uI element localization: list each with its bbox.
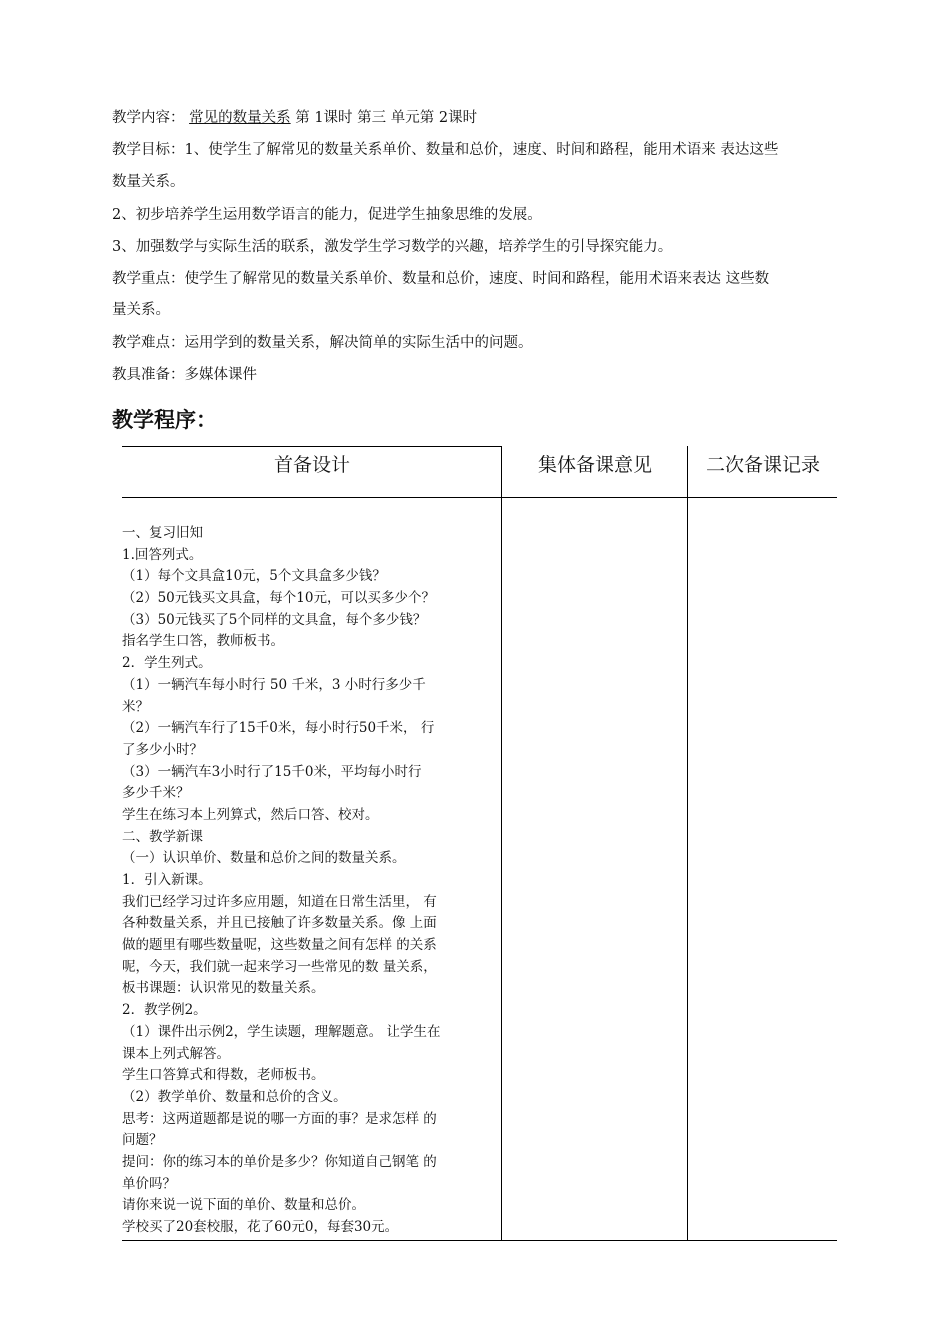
content-line: 单价吗？ (122, 1175, 176, 1192)
content-line: （2）教学单价、数量和总价的含义。 (122, 1088, 347, 1105)
lesson-content (112, 108, 477, 128)
content-line: 二、教学新课 (122, 828, 203, 845)
teaching-goal-3: 3、加强数学与实际生活的联系，激发学生学习数学的兴趣，培养学生的引导探究能力。 (112, 239, 673, 255)
first-design-content (122, 523, 500, 1239)
difficulty: 教学难点：运用学到的数量关系，解决简单的实际生活中的问题。 (112, 335, 533, 351)
teaching-goal-line2: 数量关系。 (112, 174, 185, 190)
content-line: （2）一辆汽车行了15千0米，每小时行50千米， 行 (122, 720, 435, 737)
procedure-heading: 教学程序： (112, 408, 217, 432)
content-line: 提问：你的练习本的单价是多少？你知道自己钢笔 的 (122, 1153, 437, 1170)
table-divider-2 (687, 446, 688, 1241)
table-top-border (122, 446, 502, 447)
column-header-first-design: 首备设计 (273, 454, 350, 476)
lesson-period: 第 1课时 第三 单元第 2课时 (295, 110, 478, 126)
content-line: 1.回答列式。 (122, 546, 203, 563)
content-line: （1）每个文具盒10元，5个文具盒多少钱？ (122, 568, 386, 585)
content-line: 学生在练习本上列算式，然后口答、校对。 (122, 806, 379, 823)
content-line: （3）50元钱买了5个同样的文具盒，每个多少钱？ (122, 611, 427, 628)
key-point-line1: 教学重点：使学生了解常见的数量关系单价、数量和总价，速度、时间和路程，能用术语来表达 这些数 (112, 271, 770, 287)
content-line: 请你来说一说下面的单价、数量和总价。 (122, 1197, 365, 1214)
content-line: 1．引入新课。 (122, 872, 212, 888)
column-header-second-record: 二次备课记录 (705, 454, 820, 476)
content-line: 2．教学例2。 (122, 1002, 207, 1019)
lesson-title: 常见的数量关系 (189, 110, 291, 126)
content-line: 多少千米？ (122, 785, 190, 802)
content-line: 各种数量关系，并且已接触了许多数量关系。像 上面 (122, 915, 437, 932)
teaching-tools: 教具准备：多媒体课件 (112, 367, 257, 383)
content-line: 学校买了20套校服，花了60元0，每套30元。 (122, 1219, 399, 1235)
table-bottom-border (122, 1240, 837, 1241)
content-line: 指名学生口答，教师板书。 (122, 633, 284, 650)
content-line: 问题？ (122, 1132, 163, 1149)
content-line: 板书课题：认识常见的数量关系。 (122, 980, 325, 997)
content-line: 呢，今天，我们就一起来学习一些常见的数 量关系， (122, 958, 437, 975)
content-line: （1）课件出示例2，学生读题，理解题意。 让学生在 (122, 1023, 441, 1040)
content-line: 了多少小时？ (122, 741, 203, 758)
lesson-content-label: 教学内容： (112, 110, 185, 126)
content-line: （一）认识单价、数量和总价之间的数量关系。 (122, 850, 406, 867)
content-line: 米？ (122, 698, 149, 715)
key-point-line2: 量关系。 (112, 302, 170, 318)
column-header-group-opinion: 集体备课意见 (537, 454, 652, 476)
content-line: 2．学生列式。 (122, 655, 212, 672)
teaching-goal-line1: 教学目标：1、使学生了解常见的数量关系单价、数量和总价，速度、时间和路程，能用术语来 表达这些 (112, 142, 779, 158)
content-line: 学生口答算式和得数，老师板书。 (122, 1067, 325, 1084)
content-line: 课本上列式解答。 (122, 1045, 230, 1062)
content-line: （1）一辆汽车每小时行 50 千米，3 小时行多少千 (122, 676, 426, 693)
teaching-goal-2: 2、初步培养学生运用数学语言的能力，促进学生抽象思维的发展。 (112, 207, 542, 223)
content-line: 一、复习旧知 (122, 525, 203, 541)
table-divider-1 (501, 446, 502, 1241)
table-header-divider (122, 497, 837, 498)
content-line: （3）一辆汽车3小时行了15千0米，平均每小时行 (122, 763, 422, 780)
content-line: 我们已经学习过许多应用题，知道在日常生活里， 有 (122, 893, 437, 910)
content-line: 做的题里有哪些数量呢，这些数量之间有怎样 的关系 (122, 937, 437, 954)
content-line: 思考：这两道题都是说的哪一方面的事？是求怎样 的 (122, 1110, 437, 1127)
content-line: （2）50元钱买文具盒，每个10元，可以买多少个？ (122, 590, 435, 607)
